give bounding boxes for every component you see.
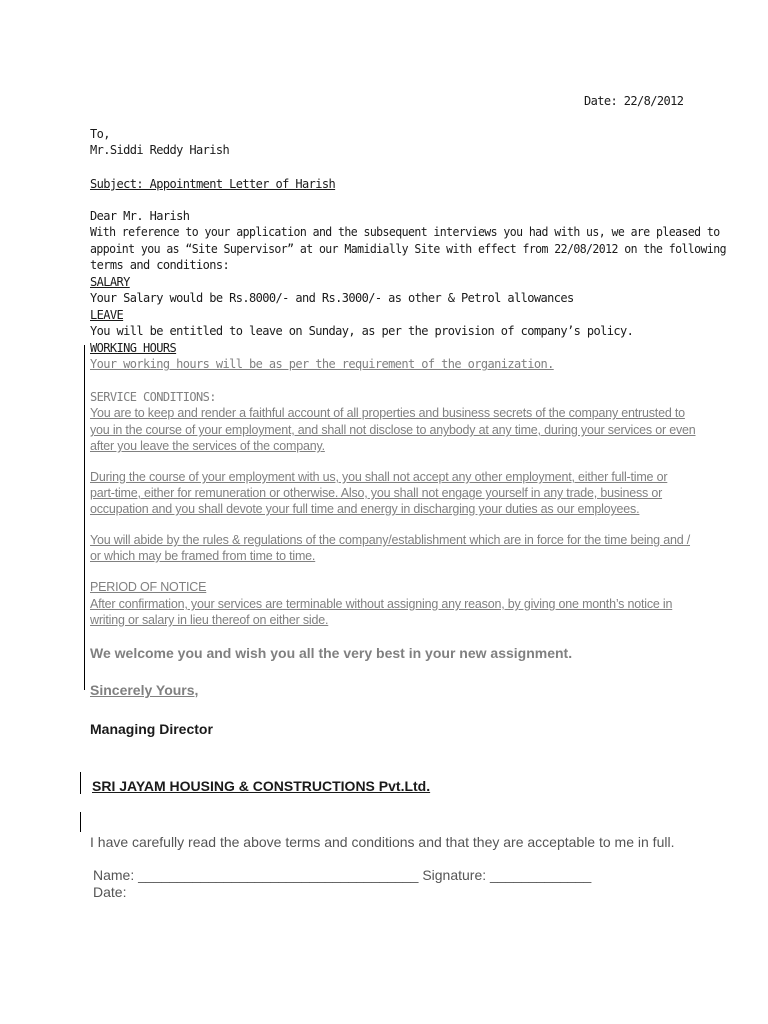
margin-marker: [80, 772, 81, 794]
date-field: Date:: [93, 884, 127, 900]
service-para1-line-1: You are to keep and render a faithful account of all properties and business secrets of the company entrusted to: [90, 406, 685, 420]
service-para3-line-2: or which may be framed from time to time.: [90, 549, 316, 563]
working-hours-text: Your working hours will be as per the requirement of the organization.: [90, 357, 554, 371]
service-para1-line-2: you in the course of your employment, and shall not disclose to anybody at any time, during your services or even: [90, 423, 696, 437]
notice-heading: PERIOD OF NOTICE: [90, 580, 207, 594]
recipient-name: Mr.Siddi Reddy Harish: [90, 143, 230, 157]
salutation: Dear Mr. Harish: [90, 209, 190, 223]
working-hours-heading: WORKING HOURS: [90, 341, 177, 355]
service-para2-line-3: occupation and you shall devote your full time and energy in discharging your duties as our employees.: [90, 502, 640, 516]
service-para2-line-1: During the course of your employment with us, you shall not accept any other employment, either full-time or: [90, 470, 668, 484]
margin-marker: [80, 812, 81, 832]
to-label: To,: [90, 127, 110, 141]
service-para2-line-2: part-time, either for remuneration or otherwise. Also, you shall not engage yourself in any trade, business or: [90, 486, 663, 500]
leave-heading: LEAVE: [90, 308, 124, 322]
intro-line-2: appoint you as “Site Supervisor” at our Mamidially Site with effect from 22/08/2012 on the following: [90, 242, 726, 256]
salary-heading: SALARY: [90, 275, 130, 289]
margin-marker: [84, 345, 85, 690]
service-conditions-heading: SERVICE CONDITIONS:: [90, 390, 216, 404]
company-name: SRI JAYAM HOUSING & CONSTRUCTIONS Pvt.Ltd.: [92, 778, 431, 794]
salary-text: Your Salary would be Rs.8000/- and Rs.3000/- as other & Petrol allowances: [90, 291, 574, 305]
notice-line-2: writing or salary in lieu thereof on either side.: [90, 613, 329, 627]
welcome-line: We welcome you and wish you all the very best in your new assignment.: [90, 645, 573, 661]
closing-line: Sincerely Yours,: [90, 682, 199, 698]
notice-line-1: After confirmation, your services are terminable without assigning any reason, by giving one month’s notice in: [90, 597, 673, 611]
subject-line: Subject: Appointment Letter of Harish: [90, 177, 336, 191]
name-signature-field: Name: ____________________________________ Signature: _____________: [93, 867, 592, 883]
letter-date: Date: 22/8/2012: [584, 94, 684, 108]
leave-text: You will be entitled to leave on Sunday, as per the provision of company’s policy.: [90, 324, 634, 338]
service-para3-line-1: You will abide by the rules & regulations of the company/establishment which are in force for the time being and /: [90, 533, 691, 547]
intro-line-1: With reference to your application and the subsequent interviews you had with us, we are pleased to: [90, 225, 720, 239]
intro-line-3: terms and conditions:: [90, 258, 230, 272]
service-para1-line-3: after you leave the services of the company.: [90, 439, 325, 453]
acceptance-statement: I have carefully read the above terms and conditions and that they are acceptable to me in full.: [90, 834, 675, 850]
signatory-title: Managing Director: [90, 721, 213, 737]
